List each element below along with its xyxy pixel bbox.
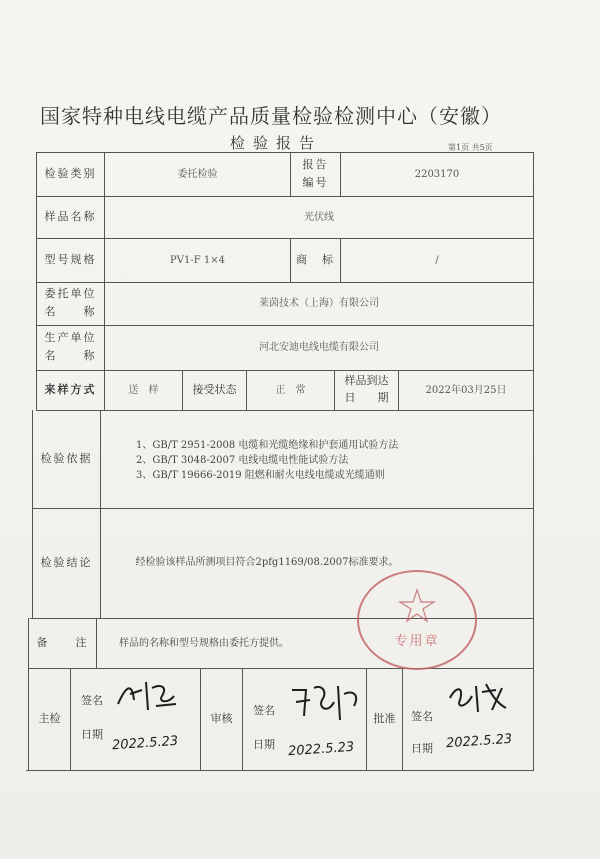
row-divider [28,668,534,669]
chief-date-label: 日期 [81,727,103,741]
review-date-value: 2022.5.23 [287,739,355,760]
basis-item: 1、GB/T 2951-2008 电缆和光缆绝缘和护套通用试验方法 [136,440,399,451]
conclusion-label: 检验结论 [40,556,93,570]
col-divider [70,668,71,770]
page-indicator: 第1页 共5页 [448,143,493,152]
arrival-label-line1: 样品到达 [344,374,389,388]
brand-value: / [435,254,439,266]
review-sign-label: 签名 [253,703,275,717]
sampling-label: 来样方式 [44,383,97,397]
arrival-value: 2022年03月25日 [425,384,507,396]
report-title: 检验报告 [230,134,323,152]
maker-label-line1: 生产单位 [44,330,97,344]
review-date-label: 日期 [253,737,275,751]
chief-inspector-label: 主检 [38,712,61,726]
approve-date-value: 2022.5.23 [445,731,513,752]
report-no-value: 2203170 [414,168,460,180]
official-seal [357,570,477,670]
label-col-divider [100,410,101,618]
basis-item: 3、GB/T 19666-2019 阻燃和耐火电线电缆或光缆通则 [136,470,385,481]
approver-signature-icon [446,678,516,718]
col-divider [402,668,403,770]
report-no-label-line1: 报告 [302,157,329,171]
row-divider [36,410,534,411]
maker-value: 河北安迪电线电缆有限公司 [259,342,379,354]
client-value: 莱茵技术（上海）有限公司 [259,298,379,310]
conclusion-value: 经检验该样品所测项目符合2pfg1169/08.2007标准要求。 [135,557,399,569]
approver-label: 批准 [373,712,396,726]
table-border-right [533,152,534,770]
table-border-bottom [26,770,534,771]
chief-date-value: 2022.5.23 [111,733,179,754]
basis-label: 检验依据 [40,452,93,466]
receipt-label: 接受状态 [192,383,237,397]
basis-item: 2、GB/T 3048-2007 电线电缆电性能试验方法 [136,455,349,466]
reviewer-signature-icon [288,680,364,724]
col-divider [242,668,243,770]
row-divider [32,508,534,509]
approve-sign-label: 签名 [411,709,433,723]
model-label: 型号规格 [44,253,97,267]
sample-name-label: 样品名称 [44,210,97,224]
model-value: PV1-F 1×4 [170,254,225,266]
client-label-line2: 名 称 [44,304,97,318]
sampling-value: 送 样 [128,384,159,396]
brand-label: 商 标 [296,253,335,267]
approve-date-label: 日期 [411,741,433,755]
inspection-type-label: 检验类别 [44,167,97,181]
maker-label-line2: 名 称 [44,348,97,362]
report-no-label-line2: 编号 [302,175,329,189]
client-label-line1: 委托单位 [44,286,97,300]
basis-list [136,438,398,483]
sample-name-value: 光伏线 [304,211,334,223]
label-col-divider [96,618,97,668]
receipt-value: 正 常 [275,384,306,396]
reviewer-label: 审核 [210,712,233,726]
inspection-type-value: 委托检验 [177,168,218,180]
chief-signature-icon [112,676,182,716]
remark-value: 样品的名称和型号规格由委托方提供。 [119,637,289,649]
chief-sign-label: 签名 [81,693,103,707]
seal-star-icon [359,572,475,668]
arrival-label-line2: 日 期 [344,391,389,405]
org-title: 国家特种电线电缆产品质量检验检测中心（安徽） [40,104,502,128]
seal-text: 专用章 [394,634,440,649]
remark-label: 备 注 [36,636,89,650]
